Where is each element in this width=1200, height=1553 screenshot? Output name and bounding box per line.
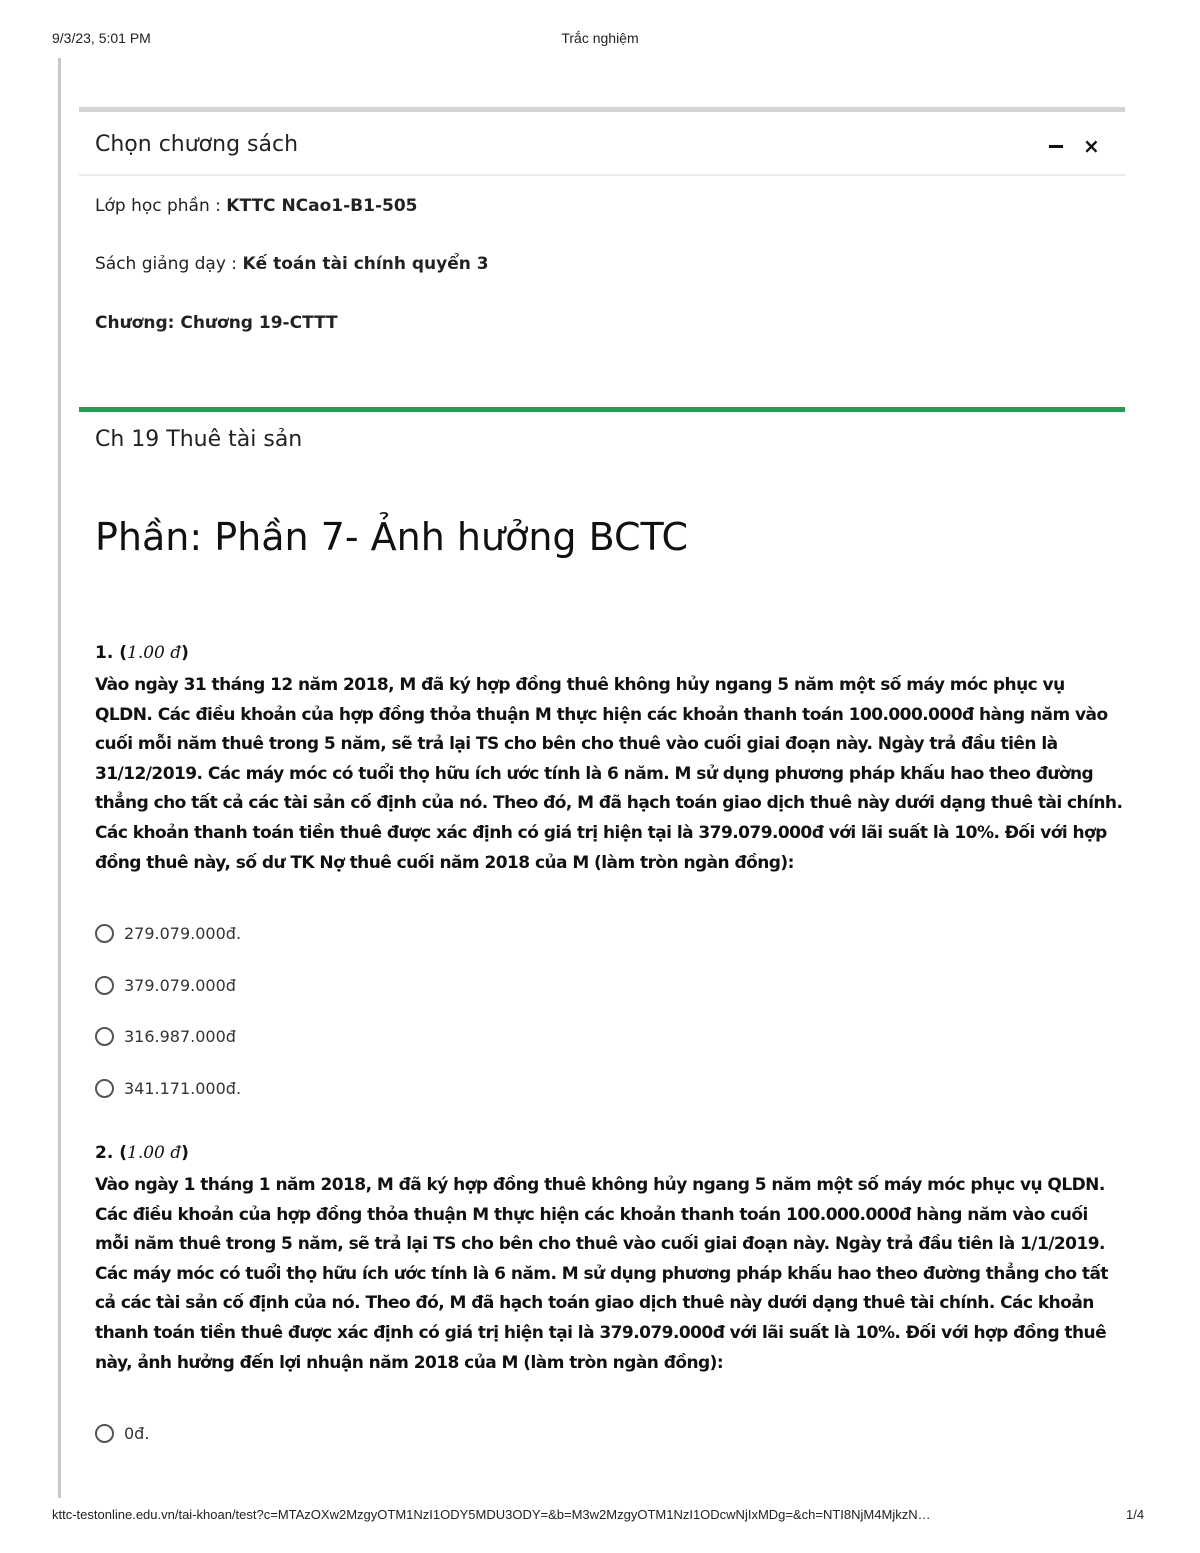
radio-icon[interactable] bbox=[95, 976, 114, 995]
radio-icon[interactable] bbox=[95, 1027, 114, 1046]
minus-icon[interactable] bbox=[1049, 145, 1063, 148]
radio-icon[interactable] bbox=[95, 924, 114, 943]
question-points: 1.00 đ bbox=[127, 1143, 182, 1163]
class-info bbox=[95, 196, 418, 216]
panel-header bbox=[79, 112, 1125, 176]
question-number: 1. bbox=[95, 643, 114, 663]
print-footer bbox=[0, 1507, 1200, 1527]
panel-title: Chọn chương sách bbox=[95, 132, 299, 157]
answer-option[interactable] bbox=[95, 1023, 495, 1049]
book-info bbox=[95, 254, 489, 274]
class-value: KTTC NCao1-B1-505 bbox=[226, 196, 418, 216]
option-label: 316.987.000đ bbox=[124, 1026, 236, 1046]
option-label: 279.079.000đ. bbox=[124, 923, 242, 943]
book-label: Sách giảng dạy : bbox=[95, 254, 243, 274]
print-datetime: 9/3/23, 5:01 PM bbox=[52, 30, 151, 46]
question-1 bbox=[95, 641, 1125, 878]
chapter-info bbox=[95, 313, 338, 333]
chapter-panel-accent bbox=[79, 407, 1125, 412]
answer-option[interactable] bbox=[95, 920, 495, 946]
close-icon[interactable]: × bbox=[1083, 134, 1100, 158]
chapter-value: Chương: Chương 19-CTTT bbox=[95, 313, 338, 333]
question-number: 2. bbox=[95, 1143, 114, 1163]
radio-icon[interactable] bbox=[95, 1424, 114, 1443]
section-title: Phần: Phần 7- Ảnh hưởng BCTC bbox=[95, 515, 689, 559]
select-chapter-panel bbox=[79, 107, 1125, 362]
question-text: Vào ngày 1 tháng 1 năm 2018, M đã ký hợp đồng thuê không hủy ngang 5 năm một số máy móc phục vụ QLDN. Các điều khoản của hợp đồng thỏa thuận M thực hiện các khoản thanh toán 100.000.000đ hàng năm vào cuối mỗi năm thuê trong 5 năm, sẽ trả lại TS cho bên cho thuê vào cuối giai đoạn này. Ngày trả đầu tiên là 1/1/2019. Các máy móc có tuổi thọ hữu ích ước tính là 6 năm. M sử dụng phương pháp khấu hao theo đường thẳng cho tất cả các tài sản cố định của nó. Theo đó, M đã hạch toán giao dịch thuê này dưới dạng thuê tài chính. Các khoản thanh toán tiền thuê được xác định có giá trị hiện tại là 379.079.000đ với lãi suất là 10%. Đối với hợp đồng thuê này, ảnh hưởng đến lợi nhuận năm 2018 của M (làm tròn ngàn đồng): bbox=[95, 1175, 1108, 1373]
question-text: Vào ngày 31 tháng 12 năm 2018, M đã ký hợp đồng thuê không hủy ngang 5 năm một số máy móc phục vụ QLDN. Các điều khoản của hợp đồng thỏa thuận M thực hiện các khoản thanh toán 100.000.000đ hàng năm vào cuối mỗi năm thuê trong 5 năm, sẽ trả lại TS cho bên cho thuê vào cuối giai đoạn này. Ngày trả đầu tiên là 31/12/2019. Các máy móc có tuổi thọ hữu ích ước tính là 6 năm. M sử dụng phương pháp khấu hao theo đường thẳng cho tất cả các tài sản cố định của nó. Theo đó, M đã hạch toán giao dịch thuê này dưới dạng thuê tài chính. Các khoản thanh toán tiền thuê được xác định có giá trị hiện tại là 379.079.000đ với lãi suất là 10%. Đối với hợp đồng thuê này, số dư TK Nợ thuê cuối năm 2018 của M (làm tròn ngàn đồng): bbox=[95, 675, 1123, 873]
page-url: kttc-testonline.edu.vn/tai-khoan/test?c=MTAzOXw2MzgyOTM1NzI1ODY5MDU3ODY=&b=M3w2MzgyOTM1NzI1ODcwNjIxMDg=&ch=NTI8NjM4MjkzN… bbox=[52, 1507, 931, 1522]
answer-option[interactable] bbox=[95, 1075, 495, 1101]
question-header: 2. (1.00 đ) bbox=[95, 1143, 189, 1163]
question-header: 1. (1.00 đ) bbox=[95, 643, 189, 663]
left-border-rule bbox=[58, 58, 61, 1498]
print-header bbox=[0, 30, 1200, 50]
option-label: 341.171.000đ. bbox=[124, 1078, 242, 1098]
answer-option[interactable] bbox=[95, 1420, 495, 1446]
print-title: Trắc nghiệm bbox=[561, 30, 639, 46]
page-number: 1/4 bbox=[1126, 1507, 1145, 1522]
answer-option[interactable] bbox=[95, 972, 495, 998]
book-value: Kế toán tài chính quyển 3 bbox=[242, 254, 489, 274]
class-label: Lớp học phần : bbox=[95, 196, 227, 216]
radio-icon[interactable] bbox=[95, 1079, 114, 1098]
option-label: 0đ. bbox=[124, 1423, 150, 1443]
question-2 bbox=[95, 1141, 1125, 1378]
chapter-title: Ch 19 Thuê tài sản bbox=[95, 427, 303, 452]
question-points: 1.00 đ bbox=[127, 643, 182, 663]
option-label: 379.079.000đ bbox=[124, 975, 236, 995]
